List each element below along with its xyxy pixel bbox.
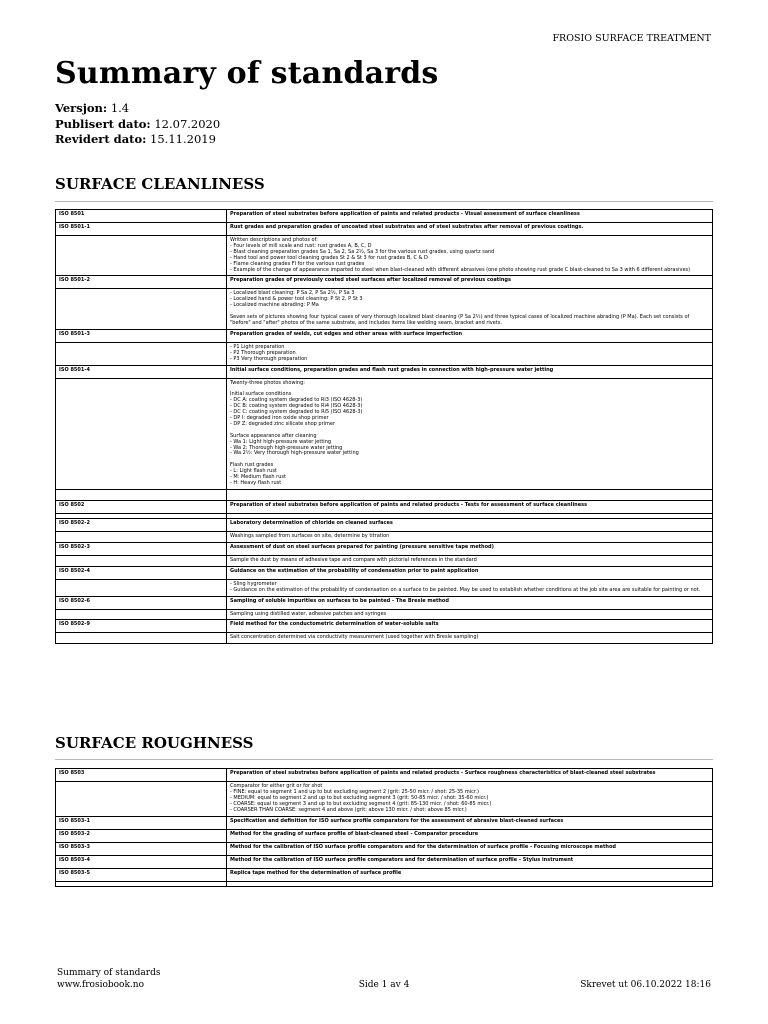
standard-title: Specification and definition for ISO surface profile comparators for the assessment of abrasive blast-cleaned surfaces [227,816,713,829]
empty-cell [56,609,227,620]
footer-page-number: Side 1 av 4 [358,979,410,990]
page-title: Summary of standards [55,56,439,91]
header-company: FROSIO SURFACE TREATMENT [552,33,711,44]
standard-title: Field method for the conductometric determination of water-soluble salts [227,620,713,633]
standard-code: ISO 8501-4 [56,365,227,378]
standard-description: - P1 Light preparation - P2 Thorough preparation - P3 Very thorough preparation [227,342,713,365]
standard-row [56,518,713,531]
standard-title: Guidance on the estimation of the probability of condensation prior to paint application [227,566,713,579]
standard-title: Method for the grading of surface profile of blast-cleaned steel - Comparator procedure [227,829,713,842]
standard-code: ISO 8501-2 [56,276,227,289]
standard-description: - Sling hygrometer - Guidance on the estimation of the probability of condensation on a surface to be painted. May be used to establish whether conditions at the job site area are suitable for painting or not. [227,579,713,596]
standard-code: ISO 8503-5 [56,868,227,881]
standard-row [56,855,713,868]
standard-row [56,365,713,378]
standard-title: Rust grades and preparation grades of uncoated steel substrates and of steel substrates after removal of previous coatings. [227,223,713,236]
standard-row [56,816,713,829]
empty-cell [56,378,227,489]
section-divider [55,759,713,760]
standard-description: Salt concentration determined via conductivity measurement (used together with Bresle sampling) [227,633,713,644]
version-line [55,101,220,117]
revised-value: 15.11.2019 [150,132,216,146]
empty-cell [56,342,227,365]
empty-cell [56,881,227,886]
standard-description-row [56,378,713,489]
roughness-table [55,768,713,887]
footer-printed-date: Skrevet ut 06.10.2022 18:16 [580,979,711,990]
standard-title: Initial surface conditions, preparation grades and flash rust grades in connection with high-pressure water jetting [227,365,713,378]
standard-description: Sampling using distilled water, adhesive patches and syringes [227,609,713,620]
standard-description-row [56,633,713,644]
standard-description: Twenty-three photos showing: Initial surface conditions - DC A: coating system degraded to Ri3 (ISO 4628-3) - DC B: coating system degraded to Ri4 (ISO 4628-3) - DC C: coating system degraded to Ri5 (ISO 4628-3) - DP I: degraded iron oxide shop primer - DP Z: degraded zinc silicate shop primer Surface appearance after cleaning - Wa 1: Light high-pressure water jetting - Wa 2: Thorough high-pressure water jetting - Wa 2½: Very thorough high-pressure water jetting Flash rust grades - L: Light flash rust - M: Medium flash rust - H: Heavy flash rust [227,378,713,489]
standard-code: ISO 8501-3 [56,329,227,342]
published-value: 12.07.2020 [154,116,221,131]
standard-title: Preparation of steel substrates before application of paints and related products - Visual assessment of surface cleanliness [227,210,713,223]
section-heading-cleanliness: SURFACE CLEANLINESS [55,175,265,193]
standard-row [56,868,713,881]
empty-cell [56,579,227,596]
standard-code: ISO 8501-1 [56,223,227,236]
empty-cell [56,633,227,644]
standard-title: Method for the calibration of ISO surface profile comparators and for determination of surface profile - Stylus instrument [227,855,713,868]
published-line [55,117,220,133]
standard-description-row [56,782,713,817]
standard-row [56,542,713,555]
standard-description-row [56,881,713,886]
empty-cell [56,555,227,566]
standard-title: Method for the calibration of ISO surface profile comparators and for the determination of surface profile - Focusing microscope method [227,842,713,855]
standard-description-row [56,609,713,620]
cleanliness-table [55,209,713,644]
standard-description-row [56,555,713,566]
section-divider [55,201,713,202]
standard-code: ISO 8501 [56,210,227,223]
standard-code: ISO 8503-1 [56,816,227,829]
standard-description: Comparator for either grit or for shot - FINE: equal to segment 1 and up to but excluding segment 2 (grit: 25-50 micr. / shot: 25-35 micr.) - MEDIUM: equal to segment 2 and up to but excluding segment 3 (grit: 50-85 micr. / shot: 35-60 micr.) - COARSE: equal to segment 3 and up to but excluding segment 4 (grit: 85-130 micr. / shot: 60-85 micr.) - COARSER THAN COARSE: segment 4 and above (grit: above 130 micr. / shot: above 85 micr.) [227,782,713,817]
standard-description: - Localized blast cleaning: P Sa 2, P Sa 2½, P Sa 3 - Localized hand & power tool cleaning: P St 2, P St 3 - Localized machine abrading: P Ma Seven sets of pictures showing four typical cases of very thorough localized blast cleaning (P Sa 2½) and three typical cases of localized machine abrading (P Ma). Each set consists of "before" and "after" photos of the same substrate, and includes items like welding seam, bracket and rivets. [227,289,713,329]
standard-code: ISO 8502-3 [56,542,227,555]
standard-description [227,881,713,886]
standard-row [56,489,713,500]
standard-code: ISO 8502-9 [56,620,227,633]
page-footer [57,968,711,991]
standard-title: Preparation of steel substrates before application of paints and related products - Tests for assessment of surface cleanliness [227,500,713,513]
version-label: Versjon: [55,101,108,115]
standard-row [56,500,713,513]
standard-description-row [56,289,713,329]
revised-label: Revidert dato: [55,132,147,146]
standard-row [56,620,713,633]
standard-description-row [56,579,713,596]
standard-code: ISO 8502 [56,500,227,513]
standard-title: Preparation grades of previously coated steel surfaces after localized removal of previous coatings [227,276,713,289]
standard-description-row [56,531,713,542]
standard-row [56,223,713,236]
standard-description-row [56,342,713,365]
published-label: Publisert dato: [55,116,151,131]
revised-line [55,132,220,148]
standard-title [227,489,713,500]
standard-code: ISO 8503 [56,769,227,782]
standard-title: Replica tape method for the determination of surface profile [227,868,713,881]
standard-row [56,566,713,579]
version-value: 1.4 [110,101,130,115]
standard-row [56,769,713,782]
standard-row [56,842,713,855]
standard-title: Laboratory determination of chloride on cleaned surfaces [227,518,713,531]
standard-row [56,276,713,289]
standard-title: Assessment of dust on steel surfaces prepared for painting (pressure sensitive tape method) [227,542,713,555]
standard-code: ISO 8503-4 [56,855,227,868]
standard-description-row [56,236,713,276]
standard-code: ISO 8502-4 [56,566,227,579]
standard-title: Preparation grades of welds, cut edges and other areas with surface imperfection [227,329,713,342]
section-heading-roughness: SURFACE ROUGHNESS [55,734,254,752]
standard-row [56,829,713,842]
document-meta [55,101,220,148]
footer-website: www.frosiobook.no [57,979,144,990]
standard-code: ISO 8502-2 [56,518,227,531]
standard-row [56,329,713,342]
standard-code: ISO 8503-3 [56,842,227,855]
standard-code: ISO 8502-6 [56,596,227,609]
empty-cell [56,289,227,329]
standard-row [56,210,713,223]
standard-description: Sample the dust by means of adhesive tape and compare with pictorial references in the standard [227,555,713,566]
empty-cell [56,236,227,276]
footer-doc-title: Summary of standards [57,968,161,978]
standard-code [56,489,227,500]
standard-description: Written descriptions and photos of: - Four levels of mill scale and rust: rust grades A, B, C, D - Blast cleaning preparation grades Sa 1, Sa 2, Sa 2½, Sa 3 for the various rust grades, using quartz sand - Hand tool and power tool cleaning grades St 2 & St 3 for rust grades B, C & D - Flame cleaning grades Fl for the various rust grades - Example of the change of appearance imparted to steel when blast-cleaned with different abrasives (one photo showing rust grade C blast-cleaned to Sa 3 with 6 different abrasives) [227,236,713,276]
standard-description: Washings sampled from surfaces on site, determine by titration [227,531,713,542]
empty-cell [56,782,227,817]
standard-title: Preparation of steel substrates before application of paints and related products - Surface roughness characteristics of blast-cleaned steel substrates [227,769,713,782]
standard-title: Sampling of soluble impurities on surfaces to be painted - The Bresle method [227,596,713,609]
empty-cell [56,531,227,542]
standard-row [56,596,713,609]
standard-code: ISO 8503-2 [56,829,227,842]
